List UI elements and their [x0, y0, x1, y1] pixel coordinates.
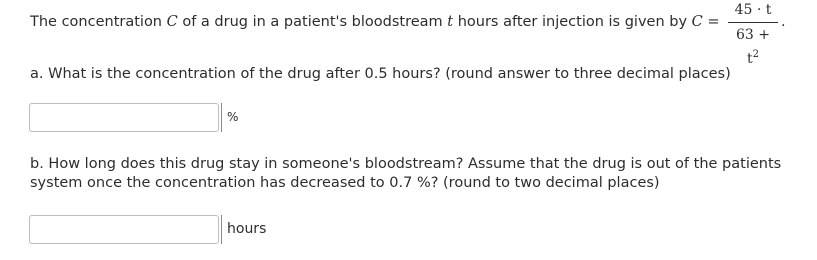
variable-t: t [447, 14, 454, 30]
concentration-fraction [728, 0, 778, 67]
problem-statement [30, 12, 720, 32]
answer-a-unit: % [221, 103, 238, 132]
answer-b-unit: hours [221, 215, 266, 244]
intro-text-2: of a drug in a patient's bloodstream [177, 14, 448, 30]
statement-period: . [781, 14, 786, 30]
answer-b-input[interactable] [29, 215, 219, 244]
denominator-base: 63 + t [736, 27, 770, 67]
question-a-text: a. What is the concentration of the drug after 0.5 hours? (round answer to three decimal places) [30, 66, 731, 82]
equation-lhs: C = [691, 14, 720, 30]
question-b-line-2: system once the concentration has decreased to 0.7 %? (round to two decimal places) [30, 175, 660, 191]
question-b-text [30, 155, 790, 193]
fraction-bar [728, 22, 778, 23]
fraction-numerator: 45 · t [734, 2, 772, 18]
intro-text-3: hours after injection is given by [453, 14, 692, 30]
question-b-line-1: b. How long does this drug stay in someone's bloodstream? Assume that the drug is out of the patients [30, 156, 782, 172]
fraction-denominator [728, 25, 778, 67]
intro-text-1: The concentration [30, 14, 167, 30]
denominator-exponent: 2 [752, 49, 759, 60]
answer-a-input[interactable] [29, 103, 219, 132]
variable-c: C [166, 14, 178, 30]
